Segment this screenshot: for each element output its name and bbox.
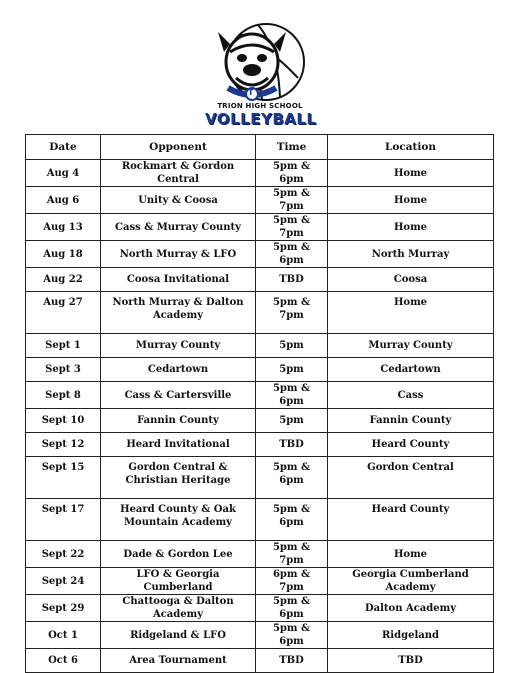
table-row (26, 241, 494, 268)
logo-letter: T (248, 88, 254, 97)
location-cell: Murray County (328, 334, 494, 358)
date-cell: Sept 12 (26, 433, 101, 457)
location-cell: Georgia Cumberland Academy (328, 568, 494, 595)
time-cell: 5pm & 6pm (256, 382, 328, 409)
opponent-cell: Heard Invitational (101, 433, 256, 457)
table-row (26, 622, 494, 649)
location-cell: Gordon Central (328, 457, 494, 499)
date-cell: Sept 29 (26, 595, 101, 622)
column-header-time: Time (256, 135, 328, 160)
opponent-cell: Cedartown (101, 358, 256, 382)
date-cell: Oct 1 (26, 622, 101, 649)
schedule-table (25, 134, 494, 673)
time-cell: 5pm (256, 358, 328, 382)
table-row (26, 292, 494, 334)
location-cell: Cass (328, 382, 494, 409)
date-cell: Sept 15 (26, 457, 101, 499)
table-row (26, 541, 494, 568)
opponent-cell: Cass & Murray County (101, 214, 256, 241)
location-cell: Home (328, 292, 494, 334)
date-cell: Aug 18 (26, 241, 101, 268)
table-row (26, 409, 494, 433)
table-row (26, 334, 494, 358)
time-cell: 5pm & 6pm (256, 499, 328, 541)
school-name: TRION HIGH SCHOOL (217, 102, 303, 110)
opponent-cell: LFO & Georgia Cumberland (101, 568, 256, 595)
table-row (26, 649, 494, 673)
opponent-cell: Ridgeland & LFO (101, 622, 256, 649)
time-cell: TBD (256, 433, 328, 457)
time-cell: TBD (256, 649, 328, 673)
bulldog-volleyball-icon (200, 18, 320, 102)
location-cell: Dalton Academy (328, 595, 494, 622)
time-cell: 5pm & 7pm (256, 292, 328, 334)
opponent-cell: Fannin County (101, 409, 256, 433)
location-cell: Home (328, 214, 494, 241)
date-cell: Aug 4 (26, 160, 101, 187)
date-cell: Aug 27 (26, 292, 101, 334)
date-cell: Sept 10 (26, 409, 101, 433)
location-cell: TBD (328, 649, 494, 673)
date-cell: Sept 22 (26, 541, 101, 568)
column-header-opponent: Opponent (101, 135, 256, 160)
time-cell: 6pm & 7pm (256, 568, 328, 595)
location-cell: Home (328, 541, 494, 568)
location-cell: Heard County (328, 499, 494, 541)
time-cell: 5pm & 6pm (256, 457, 328, 499)
location-cell: North Murray (328, 241, 494, 268)
opponent-cell: Area Tournament (101, 649, 256, 673)
opponent-cell: Heard County & Oak Mountain Academy (101, 499, 256, 541)
time-cell: TBD (256, 268, 328, 292)
location-cell: Coosa (328, 268, 494, 292)
opponent-cell: Unity & Coosa (101, 187, 256, 214)
location-cell: Home (328, 187, 494, 214)
time-cell: 5pm (256, 409, 328, 433)
date-cell: Aug 13 (26, 214, 101, 241)
table-row (26, 433, 494, 457)
column-header-location: Location (328, 135, 494, 160)
time-cell: 5pm & 6pm (256, 622, 328, 649)
date-cell: Sept 3 (26, 358, 101, 382)
location-cell: Home (328, 160, 494, 187)
location-cell: Fannin County (328, 409, 494, 433)
opponent-cell: Cass & Cartersville (101, 382, 256, 409)
date-cell: Sept 1 (26, 334, 101, 358)
time-cell: 5pm (256, 334, 328, 358)
date-cell: Sept 8 (26, 382, 101, 409)
location-cell: Ridgeland (328, 622, 494, 649)
location-cell: Heard County (328, 433, 494, 457)
time-cell: 5pm & 7pm (256, 187, 328, 214)
time-cell: 5pm & 6pm (256, 160, 328, 187)
date-cell: Oct 6 (26, 649, 101, 673)
table-row (26, 160, 494, 187)
opponent-cell: Rockmart & Gordon Central (101, 160, 256, 187)
table-header-row (26, 135, 494, 160)
location-cell: Cedartown (328, 358, 494, 382)
time-cell: 5pm & 6pm (256, 595, 328, 622)
table-row (26, 382, 494, 409)
table-row (26, 214, 494, 241)
table-row (26, 499, 494, 541)
date-cell: Aug 6 (26, 187, 101, 214)
date-cell: Aug 22 (26, 268, 101, 292)
table-row (26, 268, 494, 292)
opponent-cell: Murray County (101, 334, 256, 358)
opponent-cell: Dade & Gordon Lee (101, 541, 256, 568)
time-cell: 5pm & 7pm (256, 541, 328, 568)
date-cell: Sept 24 (26, 568, 101, 595)
opponent-cell: Gordon Central & Christian Heritage (101, 457, 256, 499)
table-row (26, 457, 494, 499)
date-cell: Sept 17 (26, 499, 101, 541)
column-header-date: Date (26, 135, 101, 160)
opponent-cell: North Murray & LFO (101, 241, 256, 268)
table-row (26, 187, 494, 214)
table-row (26, 358, 494, 382)
opponent-cell: Chattooga & Dalton Academy (101, 595, 256, 622)
time-cell: 5pm & 6pm (256, 241, 328, 268)
sport-title: VOLLEYBALL (205, 110, 317, 128)
table-row (26, 595, 494, 622)
time-cell: 5pm & 7pm (256, 214, 328, 241)
table-row (26, 568, 494, 595)
opponent-cell: North Murray & Dalton Academy (101, 292, 256, 334)
opponent-cell: Coosa Invitational (101, 268, 256, 292)
